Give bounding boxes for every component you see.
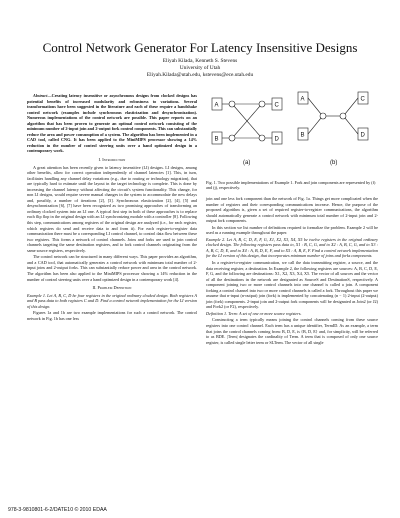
paper-title: Control Network Generator For Latency Insensitive Designs [42,40,358,55]
right-paragraph-3: In a register-to-register communication, we call the data transmitting register, a source, and the data receiving register, a destination. In Example 2, the following registers are sources: A, B, C, D, E, F, G, and the following are destinations: X1, X2, X3, X4, X5. The vector of all sources and the vector of all the destinations in the network are designated as SourceS and DestinationS, respectively. A component joining two or more control channels into one channel is called a join. A component forking a control channel into two or more control channels is called a fork. Throughout this paper we assume that n-input (n-output) join (fork) is implemented by concatenating (n − 1) 2-input (2-output) join (fork) components. 2-input join and 2-output fork components will be designated as Join2 (or J2) and Fork2 (or F2), respectively. [206,260,378,310]
left-column [27,93,197,322]
right-paragraph-2: In this section we list number of definitions required to formalize the problem. Example 2 will be used as a running example throughout the paper. [206,224,378,236]
fig-a-right-label-1: D [274,136,279,143]
figure-1 [206,88,378,188]
author-block [0,58,400,79]
fig-sub-b: (b) [330,160,338,166]
figure-1b [298,92,368,140]
example-1: Example 1. Let A, B, C, D be four registers in the original ordinary clocked design. Both registers A and B pass data to both registers C and D. Find a control network implementation for the LI version of this design. [27,292,197,309]
affiliation: University of Utah [179,65,221,71]
intro-paragraph-2: The control network can be structured in many different ways. This paper provides an algorithm, and a CAD tool, that automatically generates a control network with minimum total number of 2-input joins and 2-output forks. This can substantially reduce power and area in the control network. The algorithm has been also applied to the MiniMIPS processor showing a 14% reduction in the number of control steering units over a hand optimized design in a contemporary work [4]. [27,254,197,282]
abstract [27,93,197,154]
intro-paragraph-1: A great attention has been recently given to latency insensitive (LI) designs. LI designs, among other benefits, allow for correct operation independently of channel latencies [1]. This, in turn, facilitates handling any channel delay variations (e.g., due to routing or technology migration), that are typically hard to estimate until the layout in the target technology is complete. This is done by increasing the channel latency without affecting the circuit's system functionality. This change, for non LI designs, would require severe manual changes in the system to accommodate the new delays and, possibly, a number of iterations [2], [3]. Synchronous elasticization [2], [4], [5] and desynchronization [6], [7] have been recognized as two promising approaches of transforming an ordinary clocked system into an LI one. A typical first step in both of these approaches is to replace each flip flop in the original design with an LI synchronizing module with a controller [8]. Following this step, communications among registers of the original design are analyzed (i.e., for each register, which registers do send and receive data to and from it). For each register-to-register data communication there must be a corresponding LI control channel, to control data flow between these two registers. This forms a network of control channels. Joins and forks are used to join control channels targeting the same destination registers, and to fork control channels originating from the same source registers, respectively. [27,164,197,253]
example-2: Example 2. Let A, B, C, D, E, F, G, X1, X2, X3, X4, X5 be twelve registers in the original ordinary clocked design. The following registers pass data to, X1 : B, C, G, and to X2 : A, B, C, G, and to X3 : A, B, C, D, E, and to X4 : A, B, D, E, F, and to X5 : A, B, E, F. Find a control network implementation for the LI version of this design, that incorporates minimum number of joins and forks components. [206,236,378,259]
fig-a-right-label-0: C [274,102,279,109]
fig-b-right-label-1: D [360,132,365,139]
definition-1: Definition 1. Term: A set of one or more source registers. [206,310,302,316]
authors: Eliyah Kilada, Kenneth S. Stevens [162,58,238,64]
fig-sub-a: (a) [243,160,251,166]
problem-paragraph-1: Figures 1a and 1b are two example implementations for such a control network. The control network in Fig. 1b has one less [27,310,197,321]
figure-1-diagram [206,88,378,178]
figure-1a [212,98,282,144]
abstract-label: Abstract [33,93,48,98]
fig-b-left-label-0: A [300,96,305,103]
figure-1-caption: Fig. 1. Two possible implementations of Example 1. Fork and join components are represented by (f) and (j), respectively. [206,180,376,191]
right-column [206,196,378,346]
fig-b-left-label-1: B [300,132,305,139]
fig-b-right-label-0: C [360,96,365,103]
right-paragraph-1: join and one less fork component than the network of Fig. 1a. Things get more complicated when the number of registers and their corresponding communications increase. Hence, the purpose of the proposed algorithm is, given a set of required register-to-register communications, the algorithm should automatically generate a control network with minimum total number of 2-input join and 2-output fork components. [206,196,378,224]
right-paragraph-4: Constructing a term typically means joining the control channels coming from these source registers into one control channel. Each term has a unique identifier, TermID. As an example, a term that joins the control channels coming from: B, D, E, is {B, D, E} and, for simplicity, will be referred to as BDE. |Term| designates the cardinality of Term. A term that is composed of only one source register, is called single letter term or SLTerm. The vector of all single [206,317,378,345]
fig-a-left-label-0: A [214,102,219,109]
fig-a-left-label-1: B [214,136,219,143]
emails: Eliyah.Kilada@utah.edu, kstevens@ece.utah.edu [146,72,254,78]
section-1-heading: I. Introduction [98,157,126,163]
section-2-heading: II. Problem Definition [92,285,132,291]
footer-copyright: 978-3-9810801-6-2/DATE10 © 2010 EDAA [8,507,107,513]
abstract-text: —Creating latency insensitive or asynchronous designs from clocked designs has potential benefits of increased modularity and robustness to variations. Several transformations have been suggested in the literature and each of these require a handshake control network (examples include synchronous elasticization and desynchronization). Numerous implementations of the control network are possible. This paper reports on an algorithm that has been proven to generate an optimal control network consisting of the minimum number of 2-input join and 2-output fork control components. This can substantially reduce the area and power consumption of a system. The algorithm has been implemented in a CAD tool, called CNG. It has been applied to the MiniMIPS processor showing a 14% reduction in the number of control steering units over a hand optimized design in a contemporary work. [27,93,197,154]
